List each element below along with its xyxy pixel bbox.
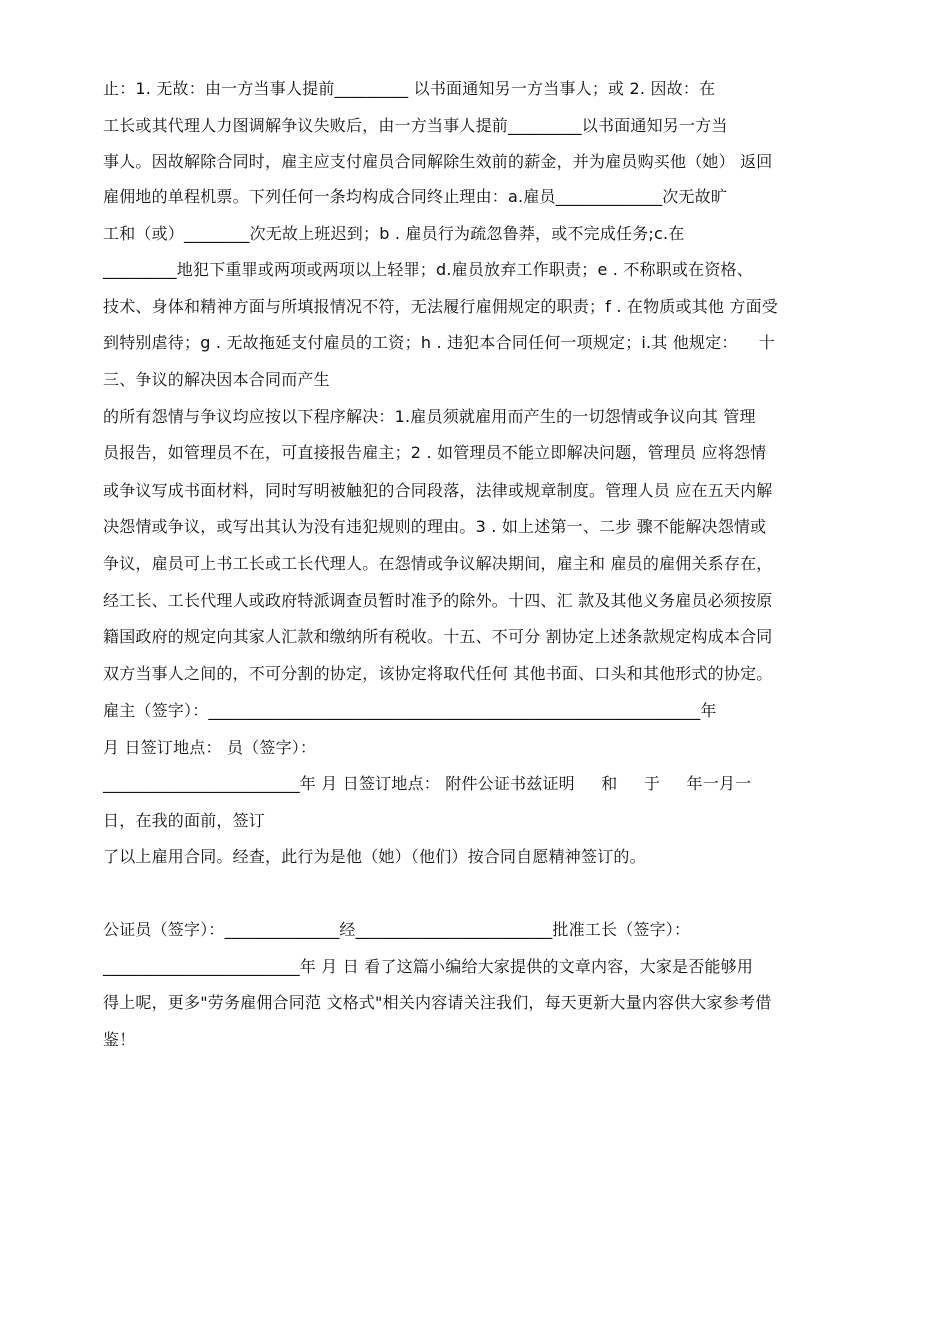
text-line: 员报告，如管理员不在，可直接报告雇主；2 . 如管理员不能立即解决问题，管理员 应将怨情 bbox=[103, 443, 767, 462]
text-line: 双方当事人之间的，不可分割的协定，该协定将取代任何 其他书面、口头和其他形式的协定。 bbox=[103, 664, 773, 683]
text-line: 决怨情或争议，或写出其认为没有违犯规则的理由。3 . 如上述第一、二步 骤不能解决怨情或 bbox=[103, 517, 767, 536]
text-line: 事人。因故解除合同时，雇主应支付雇员合同解除生效前的薪金，并为雇员购买他（她） 返回 bbox=[103, 152, 773, 171]
text-line: 籍国政府的规定向其家人汇款和缴纳所有税收。十五、不可分 割协定上述条款规定构成本合同 bbox=[103, 627, 773, 646]
text-line: 日，在我的面前，签订 bbox=[103, 811, 266, 830]
text-line: _________地犯下重罪或两项或两项以上轻罪；d.雇员放弃工作职责；e . 不称职或在资格、 bbox=[103, 260, 753, 279]
text-line: 得上呢，更多"劳务雇佣合同范 文格式"相关内容请关注我们，每天更新大量内容供大家参考借 bbox=[103, 993, 772, 1012]
text-line: 月 日签订地点： 员（签字）： bbox=[103, 738, 317, 757]
text-line: 雇佣地的单程机票。下列任何一条均构成合同终止理由：a.雇员_____________次无故旷 bbox=[103, 187, 728, 206]
text-line: 工长或其代理人力图调解争议失败后，由一方当事人提前_________以书面通知另一方当 bbox=[103, 116, 728, 135]
text-line: 的所有怨情与争议均应按以下程序解决：1.雇员须就雇用而产生的一切怨情或争议向其 管理 bbox=[103, 407, 756, 426]
section-heading: 三、争议的解决因本合同而产生 bbox=[103, 370, 330, 389]
text-line: 了以上雇用合同。经查，此行为是他（她）（他们）按合同自愿精神签订的。 bbox=[103, 847, 646, 866]
employee-signature-line: ________________________年 月 日签订地点： 附件公证书兹证明 和 于 年一月一 bbox=[103, 774, 752, 793]
employer-signature-line: 雇主（签字）：____________________________________________________________年 bbox=[103, 701, 717, 720]
text-line: 工和（或）________次无故上班迟到；b . 雇员行为疏忽鲁莽，或不完成任务;c.在 bbox=[103, 224, 685, 243]
text-line: ________________________年 月 日 看了这篇小编给大家提供的文章内容，大家是否能够用 bbox=[103, 957, 754, 976]
text-line: 鉴！ bbox=[103, 1030, 136, 1049]
text-line: 到特别虐待；g . 无故拖延支付雇员的工资；h . 违犯本合同任何一项规定；i.其 他规定： 十 bbox=[103, 333, 775, 352]
text-line: 技术、身体和精神方面与所填报情况不符，无法履行雇佣规定的职责；f . 在物质或其他 方面受 bbox=[103, 297, 778, 316]
text-line: 或争议写成书面材料，同时写明被触犯的合同段落，法律或规章制度。管理人员 应在五天内解 bbox=[103, 481, 773, 500]
text-line: 争议，雇员可上书工长或工长代理人。在怨情或争议解决期间，雇主和 雇员的雇佣关系存在， bbox=[103, 554, 773, 573]
text-line: 经工长、工长代理人或政府特派调查员暂时准予的除外。十四、汇 款及其他义务雇员必须按原 bbox=[103, 591, 773, 610]
notary-signature-line: 公证员（签字）：______________经________________________批准工长（签字）： bbox=[103, 920, 691, 939]
text-line: 止：1. 无故：由一方当事人提前_________ 以书面通知另一方当事人；或 2. 因故：在 bbox=[103, 79, 716, 98]
